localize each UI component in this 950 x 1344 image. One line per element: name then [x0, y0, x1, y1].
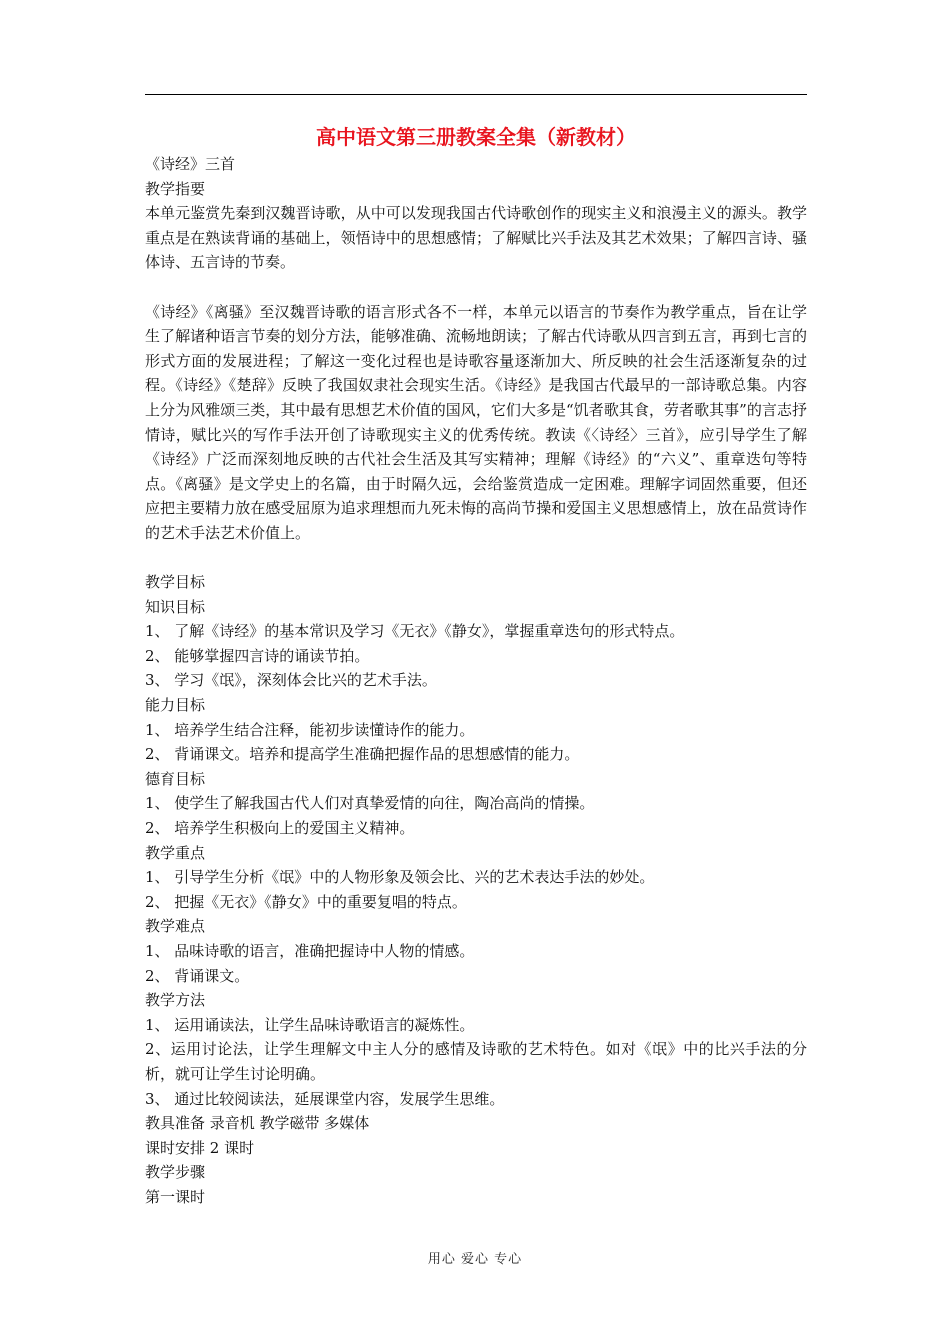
ability-heading: 能力目标 [145, 696, 206, 715]
list-item: 2、 把握《无衣》《静女》中的重要复唱的特点。 [145, 892, 467, 911]
list-item: 2、 培养学生积极向上的爱国主义精神。 [145, 819, 415, 838]
list-item: 1、 使学生了解我国古代人们对真挚爱情的向往，陶冶高尚的情操。 [145, 794, 595, 813]
intro-paragraph-1: 本单元鉴赏先秦到汉魏晋诗歌，从中可以发现我国古代诗歌创作的现实主义和浪漫主义的源头。教学重点是在熟读背诵的基础上，领悟诗中的思想感情；了解赋比兴手法及其艺术效果；了解四言诗、骚体诗、五言诗的节奏。 [145, 204, 807, 272]
document-body [145, 124, 807, 1210]
key-points-heading: 教学重点 [145, 843, 206, 862]
list-item: 1、 了解《诗经》的基本常识及学习《无衣》《静女》，掌握重章迭句的形式特点。 [145, 622, 685, 641]
page-footer: 用心 爱心 专心 [427, 1252, 523, 1267]
list-item: 1、 品味诗歌的语言，准确把握诗中人物的情感。 [145, 942, 475, 960]
moral-heading: 德育目标 [145, 769, 206, 788]
list-item: 3、 学习《氓》，深刻体会比兴的艺术手法。 [145, 671, 437, 690]
list-item: 2、 背诵课文。 [145, 966, 250, 985]
schedule-line: 课时安排 2 课时 [145, 1138, 255, 1157]
first-lesson-heading: 第一课时 [145, 1187, 206, 1206]
method-heading: 教学方法 [145, 991, 206, 1010]
page-title: 高中语文第三册教案全集（新教材） [316, 125, 636, 149]
subtitle: 《诗经》三首 [145, 155, 236, 173]
header-rule [145, 94, 807, 95]
list-item: 1、 运用诵读法，让学生品味诗歌语言的凝炼性。 [145, 1015, 475, 1034]
list-item: 3、 通过比较阅读法，延展课堂内容，发展学生思维。 [145, 1089, 505, 1108]
steps-heading: 教学步骤 [145, 1163, 206, 1182]
list-item: 1、 引导学生分析《氓》中的人物形象及领会比、兴的艺术表达手法的妙处。 [145, 868, 655, 887]
goals-heading: 教学目标 [145, 573, 206, 592]
list-item: 2、 背诵课文。培养和提高学生准确把握作品的思想感情的能力。 [145, 745, 580, 764]
knowledge-heading: 知识目标 [145, 597, 206, 616]
list-item: 1、 培养学生结合注释，能初步读懂诗作的能力。 [145, 720, 475, 739]
spacer [145, 275, 807, 300]
intro-heading: 教学指要 [145, 179, 206, 198]
list-item: 2、运用讨论法，让学生理解文中主人分的感情及诗歌的艺术特色。如对《氓》中的比兴手法的分析，就可让学生讨论明确。 [145, 1040, 807, 1083]
difficulty-heading: 教学难点 [145, 917, 206, 936]
intro-paragraph-2: 《诗经》《离骚》至汉魏晋诗歌的语言形式各不一样，本单元以语言的节奏作为教学重点，旨在让学生了解诸种语言节奏的划分方法，能够准确、流畅地朗读；了解古代诗歌从四言到五言，再到七言的形式方面的发展进程；了解这一变化过程也是诗歌容量逐渐加大、所反映的社会生活逐渐复杂的过程。《诗经》《楚辞》反映了我国奴隶社会现实生活。《诗经》是我国古代最早的一部诗歌总集。内容上分为风雅颂三类，其中最有思想艺术价值的国风，它们大多是“饥者歌其食，劳者歌其事”的言志抒情诗，赋比兴的写作手法开创了诗歌现实主义的优秀传统。教读《〈诗经〉三首》，应引导学生了解《诗经》广泛而深刻地反映的古代社会生活及其写实精神；理解《诗经》的“六义”、重章迭句等特点。《离骚》是文学史上的名篇，由于时隔久远，会给鉴赏造成一定困难。理解字词固然重要，但还应把主要精力放在感受屈原为追求理想而九死未悔的高尚节操和爱国主义思想感情上，放在品赏诗作的艺术手法艺术价值上。 [145, 302, 807, 542]
tools-line: 教具准备 录音机 教学磁带 多媒体 [145, 1114, 370, 1133]
spacer [145, 546, 807, 571]
list-item: 2、 能够掌握四言诗的诵读节拍。 [145, 646, 370, 665]
